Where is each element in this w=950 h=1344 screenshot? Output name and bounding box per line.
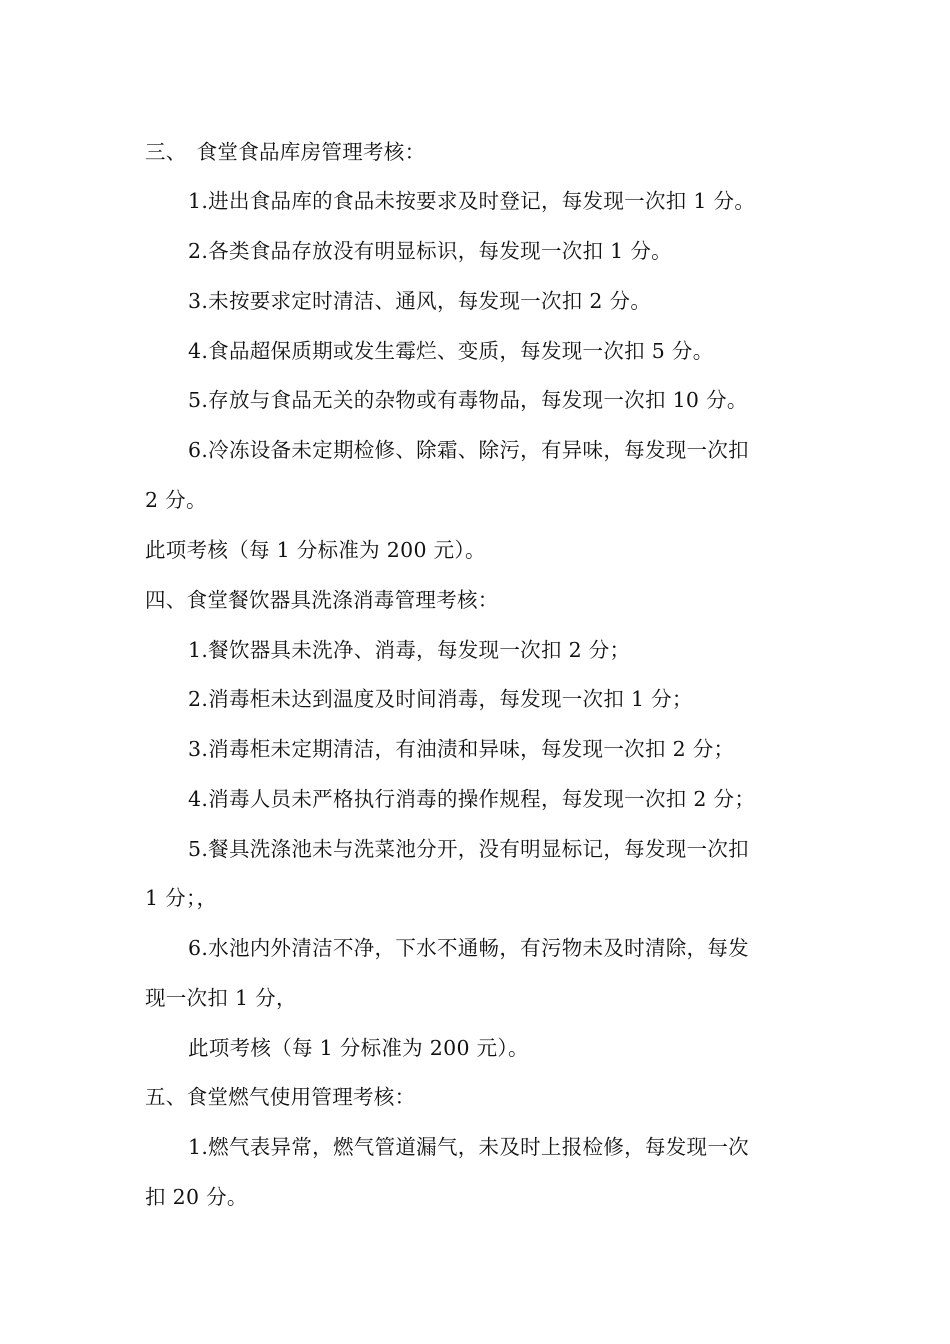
section-4-item-6-continuation: 现一次扣 1 分， (145, 986, 297, 1010)
section-3-item-5: 5.存放与食品无关的杂物或有毒物品，每发现一次扣 10 分。 (188, 388, 748, 412)
section-4-item-4: 4.消毒人员未严格执行消毒的操作规程，每发现一次扣 2 分； (188, 787, 756, 811)
section-4-item-6: 6.水池内外清洁不净，下水不通畅，有污物未及时清除，每发 (188, 936, 749, 960)
section-3-item-6-continuation: 2 分。 (145, 488, 207, 512)
section-4-item-5-continuation: 1 分；， (145, 886, 218, 910)
section-4-item-3: 3.消毒柜未定期清洁，有油渍和异味，每发现一次扣 2 分； (188, 737, 735, 761)
section-5-item-1: 1.燃气表异常，燃气管道漏气，未及时上报检修，每发现一次 (188, 1135, 749, 1159)
section-3-note: 此项考核（每 1 分标准为 200 元）。 (145, 538, 486, 562)
section-4-item-1: 1.餐饮器具未洗净、消毒，每发现一次扣 2 分； (188, 638, 631, 662)
section-4-note: 此项考核（每 1 分标准为 200 元）。 (188, 1036, 529, 1060)
section-3-heading (145, 137, 425, 167)
section-4-item-5: 5.餐具洗涤池未与洗菜池分开，没有明显标记，每发现一次扣 (188, 837, 749, 861)
section-5-heading: 五、食堂燃气使用管理考核： (145, 1085, 416, 1109)
section-3-title: 食堂食品库房管理考核： (196, 140, 426, 164)
section-3-item-2: 2.各类食品存放没有明显标识，每发现一次扣 1 分。 (188, 239, 672, 263)
section-3-item-3: 3.未按要求定时清洁、通风，每发现一次扣 2 分。 (188, 289, 652, 313)
section-5-item-1-continuation: 扣 20 分。 (145, 1185, 248, 1209)
section-4-heading: 四、食堂餐饮器具洗涤消毒管理考核： (145, 588, 499, 612)
section-3-item-1: 1.进出食品库的食品未按要求及时登记，每发现一次扣 1 分。 (188, 189, 756, 213)
section-4-item-2: 2.消毒柜未达到温度及时间消毒，每发现一次扣 1 分； (188, 687, 693, 711)
section-3-number: 三、 (145, 140, 187, 164)
section-3-item-4: 4.食品超保质期或发生霉烂、变质，每发现一次扣 5 分。 (188, 339, 714, 363)
section-3-item-6: 6.冷冻设备未定期检修、除霜、除污，有异味，每发现一次扣 (188, 438, 749, 462)
